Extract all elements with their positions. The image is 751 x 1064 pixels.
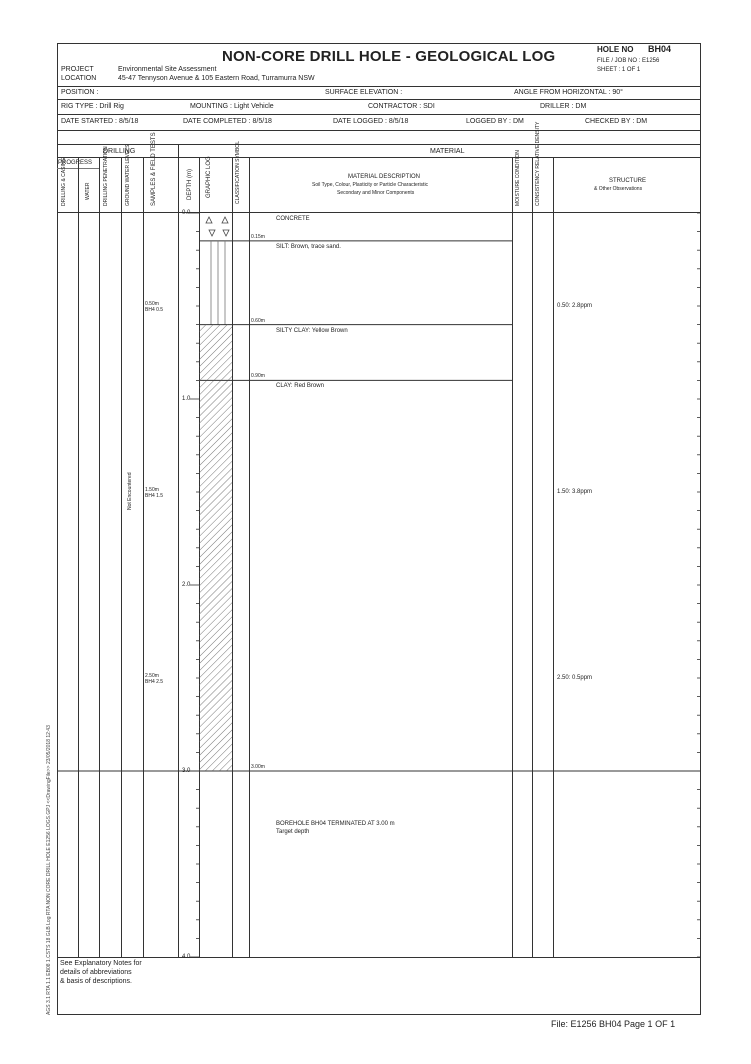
page-title: NON-CORE DRILL HOLE - GEOLOGICAL LOG — [222, 48, 556, 65]
layer-graphic-4 — [199, 380, 232, 771]
col-structure-title: STRUCTURE — [609, 178, 646, 184]
material-section-header: MATERIAL — [430, 148, 465, 155]
col-material-title: MATERIAL DESCRIPTION — [348, 174, 421, 180]
date-completed-field: DATE COMPLETED : 8/5/18 — [183, 118, 272, 125]
driller-field: DRILLER : DM — [540, 103, 587, 110]
date-logged-field: DATE LOGGED : 8/5/18 — [333, 118, 409, 125]
footer-file-info: File: E1256 BH04 Page 1 OF 1 — [551, 1019, 676, 1029]
angle-field: ANGLE FROM HORIZONTAL : 90° — [514, 89, 623, 96]
sample-label: BH4 1.5 — [145, 493, 164, 499]
logged-by-field: LOGGED BY : DM — [466, 118, 524, 125]
col-material-sub2: Secondary and Minor Components — [337, 190, 415, 196]
side-stamp: AGS 3.1 RTA 1.1 EB08 1.CSTS 18 GLB Log RTA NON CORE DRILL HOLE E1256 LOGS.GPJ <<DrawingFile>> 23/05/2018 12:43 — [46, 725, 52, 1015]
col-consistency: CONSISTENCY RELATIVE DENSITY — [535, 121, 541, 206]
layer-boundary-depth: 0.15m — [251, 233, 265, 240]
hole-no-label: HOLE NO — [597, 45, 634, 54]
contractor-field: CONTRACTOR : SDI — [368, 103, 435, 110]
layer-description: CONCRETE — [276, 216, 310, 222]
groundwater-status: Not Encountered — [127, 472, 133, 510]
sample-label: 0.50m — [145, 301, 159, 307]
project-value: Environmental Site Assessment — [118, 66, 217, 73]
file-job-no: FILE / JOB NO : E1256 — [597, 58, 660, 64]
checked-by-field: CHECKED BY : DM — [585, 118, 648, 125]
location-value: 45-47 Tennyson Avenue & 105 Eastern Road, Turramurra NSW — [118, 75, 315, 82]
col-water: WATER — [85, 182, 91, 200]
drilling-section-header: DRILLING — [103, 148, 136, 155]
layer-boundary-depth: 3.00m — [251, 764, 265, 770]
location-label: LOCATION — [61, 75, 97, 82]
col-depth: DEPTH (m) — [187, 169, 193, 200]
layer-graphic-3 — [199, 325, 232, 381]
sample-label: 1.50m — [145, 487, 159, 493]
rig-type-field: RIG TYPE : Drill Rig — [61, 103, 124, 110]
layer-description: SILTY CLAY: Yellow Brown — [276, 327, 348, 334]
sheet-number: SHEET : 1 OF 1 — [597, 67, 641, 73]
col-drilling-casing: DRILLING & CASING — [61, 157, 67, 206]
depth-label: 0.0 — [182, 210, 191, 216]
mounting-field: MOUNTING : Light Vehicle — [190, 103, 274, 110]
layer-graphic-1 — [206, 217, 229, 236]
project-label: PROJECT — [61, 66, 94, 73]
col-graphic-log: GRAPHIC LOG — [206, 156, 212, 198]
col-structure-sub: & Other Observations — [594, 186, 643, 192]
layer-description: SILT: Brown, trace sand. — [276, 243, 341, 250]
structure-note: 0.50: 2.8ppm — [557, 303, 593, 309]
termination-line2: Target depth — [276, 829, 310, 835]
progress-header: PROGRESS — [58, 160, 93, 166]
explanatory-note-3: & basis of descriptions. — [60, 978, 132, 985]
layer-graphic-2 — [211, 241, 225, 325]
explanatory-note-2: details of abbreviations — [60, 969, 132, 976]
structure-note: 1.50: 3.8ppm — [557, 489, 593, 495]
col-classification: CLASSIFICATION SYMBOL — [235, 141, 241, 204]
layer-boundary-depth: 0.60m — [251, 317, 265, 324]
explanatory-note-1: See Explanatory Notes for — [60, 960, 142, 967]
hole-no: BH04 — [648, 44, 672, 54]
surface-elevation-field: SURFACE ELEVATION : — [325, 89, 403, 96]
depth-label: 1.0 — [182, 396, 191, 402]
sample-label: 2.50m — [145, 673, 159, 679]
col-drilling-penetration: DRILLING PENETRATION — [103, 146, 109, 206]
depth-label: 3.0 — [182, 768, 191, 774]
date-started-field: DATE STARTED : 8/5/18 — [61, 118, 139, 125]
col-samples: SAMPLES & FIELD TESTS — [151, 132, 157, 206]
col-moisture: MOISTURE CONDITION — [515, 150, 521, 206]
sample-label: BH4 0.5 — [145, 307, 164, 313]
structure-note: 2.50: 0.5ppm — [557, 675, 593, 681]
col-material-sub1: Soil Type, Colour, Plasticity or Particle Characteristic — [312, 182, 429, 188]
layer-boundary-depth: 0.90m — [251, 373, 265, 380]
depth-label: 4.0 — [182, 954, 191, 960]
depth-label: 2.0 — [182, 582, 191, 588]
layer-description: CLAY: Red Brown — [276, 383, 324, 390]
termination-line1: BOREHOLE BH04 TERMINATED AT 3.00 m — [276, 821, 395, 827]
sample-label: BH4 2.5 — [145, 679, 164, 685]
col-ground-water: GROUND WATER LEVELS — [125, 144, 131, 206]
position-field: POSITION : — [61, 89, 99, 96]
